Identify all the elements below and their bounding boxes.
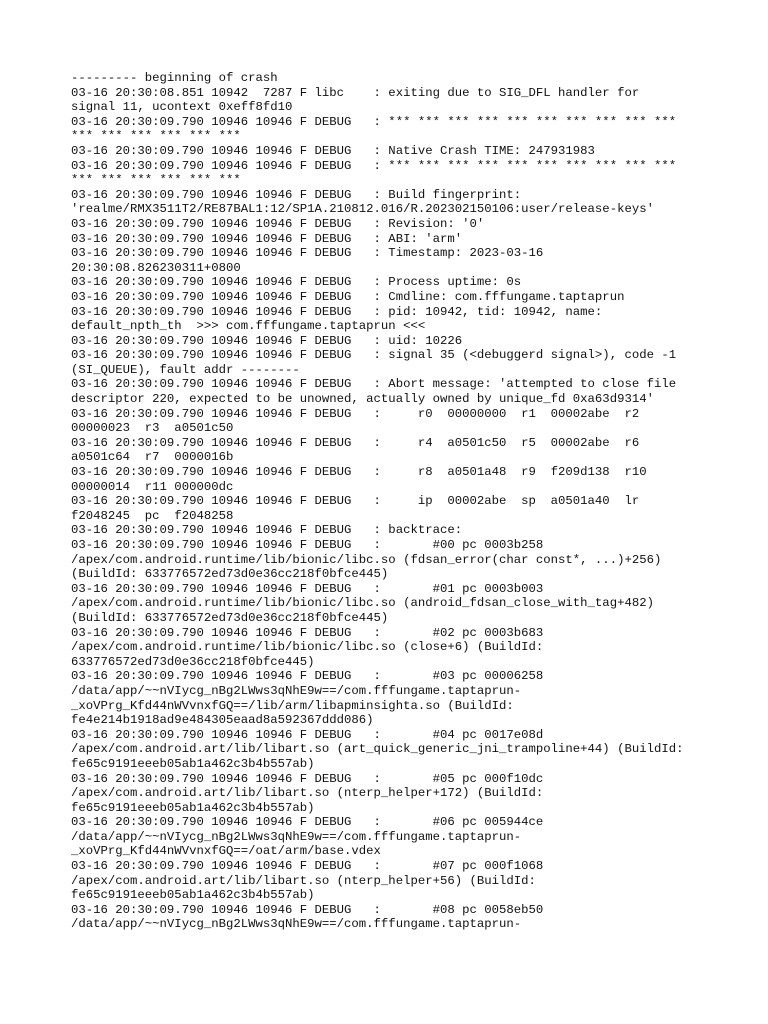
log-line: a0501c64 r7 0000016b — [71, 450, 234, 465]
log-line: 03-16 20:30:09.790 10946 10946 F DEBUG : #07 pc 000f1068 — [71, 859, 544, 874]
log-line: (BuildId: 633776572ed73d0e36cc218f0bfce445) — [71, 610, 389, 625]
log-line: 03-16 20:30:09.790 10946 10946 F DEBUG : *** *** *** *** *** *** *** *** *** *** — [71, 114, 677, 129]
log-line: 03-16 20:30:08.851 10942 7287 F libc : exiting due to SIG_DFL handler for — [71, 85, 640, 100]
log-line: 03-16 20:30:09.790 10946 10946 F DEBUG : #00 pc 0003b258 — [71, 538, 544, 552]
log-line: default_npth_th >>> com.fffungame.taptaprun <<< — [71, 319, 426, 334]
log-line: 03-16 20:30:09.790 10946 10946 F DEBUG : #06 pc 005944ce — [71, 815, 544, 830]
log-line: 03-16 20:30:09.790 10946 10946 F DEBUG : #04 pc 0017e08d — [71, 727, 544, 742]
log-line: /apex/com.android.runtime/lib/bionic/libc.so (close+6) (BuildId: — [71, 640, 544, 655]
log-line: /apex/com.android.runtime/lib/bionic/libc.so (android_fdsan_close_with_tag+482) — [71, 596, 654, 611]
log-line: /data/app/~~nVIycg_nBg2LWws3qNhE9w==/com.fffungame.taptaprun- — [71, 829, 522, 844]
log-line: /data/app/~~nVIycg_nBg2LWws3qNhE9w==/com.fffungame.taptaprun- — [71, 683, 522, 698]
log-line: fe65c9191eeeb05ab1a462c3b4b557ab) — [71, 888, 315, 903]
log-line: 03-16 20:30:09.790 10946 10946 F DEBUG : #01 pc 0003b003 — [71, 581, 544, 596]
log-line: 03-16 20:30:09.790 10946 10946 F DEBUG : uid: 10226 — [71, 333, 463, 348]
log-line: 03-16 20:30:09.790 10946 10946 F DEBUG : Abort message: 'attempted to close file — [71, 377, 677, 392]
log-line: 03-16 20:30:09.790 10946 10946 F DEBUG : Revision: '0' — [71, 216, 485, 231]
log-line: 03-16 20:30:09.790 10946 10946 F DEBUG : r8 a0501a48 r9 f209d138 r10 — [71, 465, 647, 480]
log-line: /apex/com.android.art/lib/libart.so (art_quick_generic_jni_trampoline+44) (BuildId: — [71, 742, 684, 757]
log-line: 03-16 20:30:09.790 10946 10946 F DEBUG : #02 pc 0003b683 — [71, 625, 544, 640]
log-line: 03-16 20:30:09.790 10946 10946 F DEBUG : Native Crash TIME: 247931983 — [71, 143, 595, 158]
log-line: 00000023 r3 a0501c50 — [71, 421, 234, 436]
log-line: /apex/com.android.art/lib/libart.so (nterp_helper+56) (BuildId: — [71, 873, 536, 888]
log-line: 03-16 20:30:09.790 10946 10946 F DEBUG : signal 35 (<debuggerd signal>), code -1 — [71, 348, 677, 363]
log-line: fe65c9191eeeb05ab1a462c3b4b557ab) — [71, 756, 315, 771]
log-line: 03-16 20:30:09.790 10946 10946 F DEBUG : backtrace: — [71, 523, 463, 538]
log-line: 20:30:08.826230311+0800 — [71, 260, 241, 275]
log-line: --------- beginning of crash — [71, 71, 278, 85]
log-line: 03-16 20:30:09.790 10946 10946 F DEBUG : *** *** *** *** *** *** *** *** *** *** — [71, 158, 677, 173]
log-line: 03-16 20:30:09.790 10946 10946 F DEBUG : Timestamp: 2023-03-16 — [71, 246, 544, 261]
crash-log-document — [71, 71, 731, 932]
log-line: 03-16 20:30:09.790 10946 10946 F DEBUG : #03 pc 00006258 — [71, 669, 544, 684]
log-line: _xoVPrg_Kfd44nWVvnxfGQ==/lib/arm/libapminsighta.so (BuildId: — [71, 698, 514, 713]
log-line: /data/app/~~nVIycg_nBg2LWws3qNhE9w==/com.fffungame.taptaprun- — [71, 917, 522, 932]
log-line: 03-16 20:30:09.790 10946 10946 F DEBUG : Process uptime: 0s — [71, 275, 522, 290]
log-line: /apex/com.android.runtime/lib/bionic/libc.so (fdsan_error(char const*, ...)+256) — [71, 552, 662, 567]
log-line: 03-16 20:30:09.790 10946 10946 F DEBUG : pid: 10942, tid: 10942, name: — [71, 304, 603, 319]
log-line: 'realme/RMX3511T2/RE87BAL1:12/SP1A.210812.016/R.202302150106:user/release-keys' — [71, 202, 654, 217]
log-text-block — [71, 71, 731, 932]
log-line: (BuildId: 633776572ed73d0e36cc218f0bfce445) — [71, 567, 389, 582]
log-line: f2048245 pc f2048258 — [71, 508, 234, 523]
log-line: 03-16 20:30:09.790 10946 10946 F DEBUG : #05 pc 000f10dc — [71, 771, 544, 786]
log-line: fe65c9191eeeb05ab1a462c3b4b557ab) — [71, 800, 315, 815]
log-line: 03-16 20:30:09.790 10946 10946 F DEBUG : Cmdline: com.fffungame.taptaprun — [71, 289, 625, 304]
log-line: 03-16 20:30:09.790 10946 10946 F DEBUG : #08 pc 0058eb50 — [71, 902, 544, 917]
log-line: 03-16 20:30:09.790 10946 10946 F DEBUG : Build fingerprint: — [71, 187, 522, 202]
log-line: 03-16 20:30:09.790 10946 10946 F DEBUG : r4 a0501c50 r5 00002abe r6 — [71, 435, 640, 450]
log-line: _xoVPrg_Kfd44nWVvnxfGQ==/oat/arm/base.vdex — [71, 844, 381, 859]
log-line: (SI_QUEUE), fault addr -------- — [71, 362, 300, 377]
log-line: descriptor 220, expected to be unowned, actually owned by unique_fd 0xa63d9314' — [71, 392, 654, 407]
log-line: *** *** *** *** *** *** — [71, 129, 241, 144]
log-line: 03-16 20:30:09.790 10946 10946 F DEBUG : ABI: 'arm' — [71, 231, 463, 246]
log-line: 03-16 20:30:09.790 10946 10946 F DEBUG : ip 00002abe sp a0501a40 lr — [71, 494, 640, 509]
log-line: 03-16 20:30:09.790 10946 10946 F DEBUG : r0 00000000 r1 00002abe r2 — [71, 406, 640, 421]
log-line: *** *** *** *** *** *** — [71, 173, 241, 188]
log-line: /apex/com.android.art/lib/libart.so (nterp_helper+172) (BuildId: — [71, 786, 544, 801]
log-line: 00000014 r11 000000dc — [71, 479, 234, 494]
log-line: signal 11, ucontext 0xeff8fd10 — [71, 100, 293, 115]
log-line: fe4e214b1918ad9e484305eaad8a592367ddd086) — [71, 713, 374, 728]
log-line: 633776572ed73d0e36cc218f0bfce445) — [71, 654, 315, 669]
